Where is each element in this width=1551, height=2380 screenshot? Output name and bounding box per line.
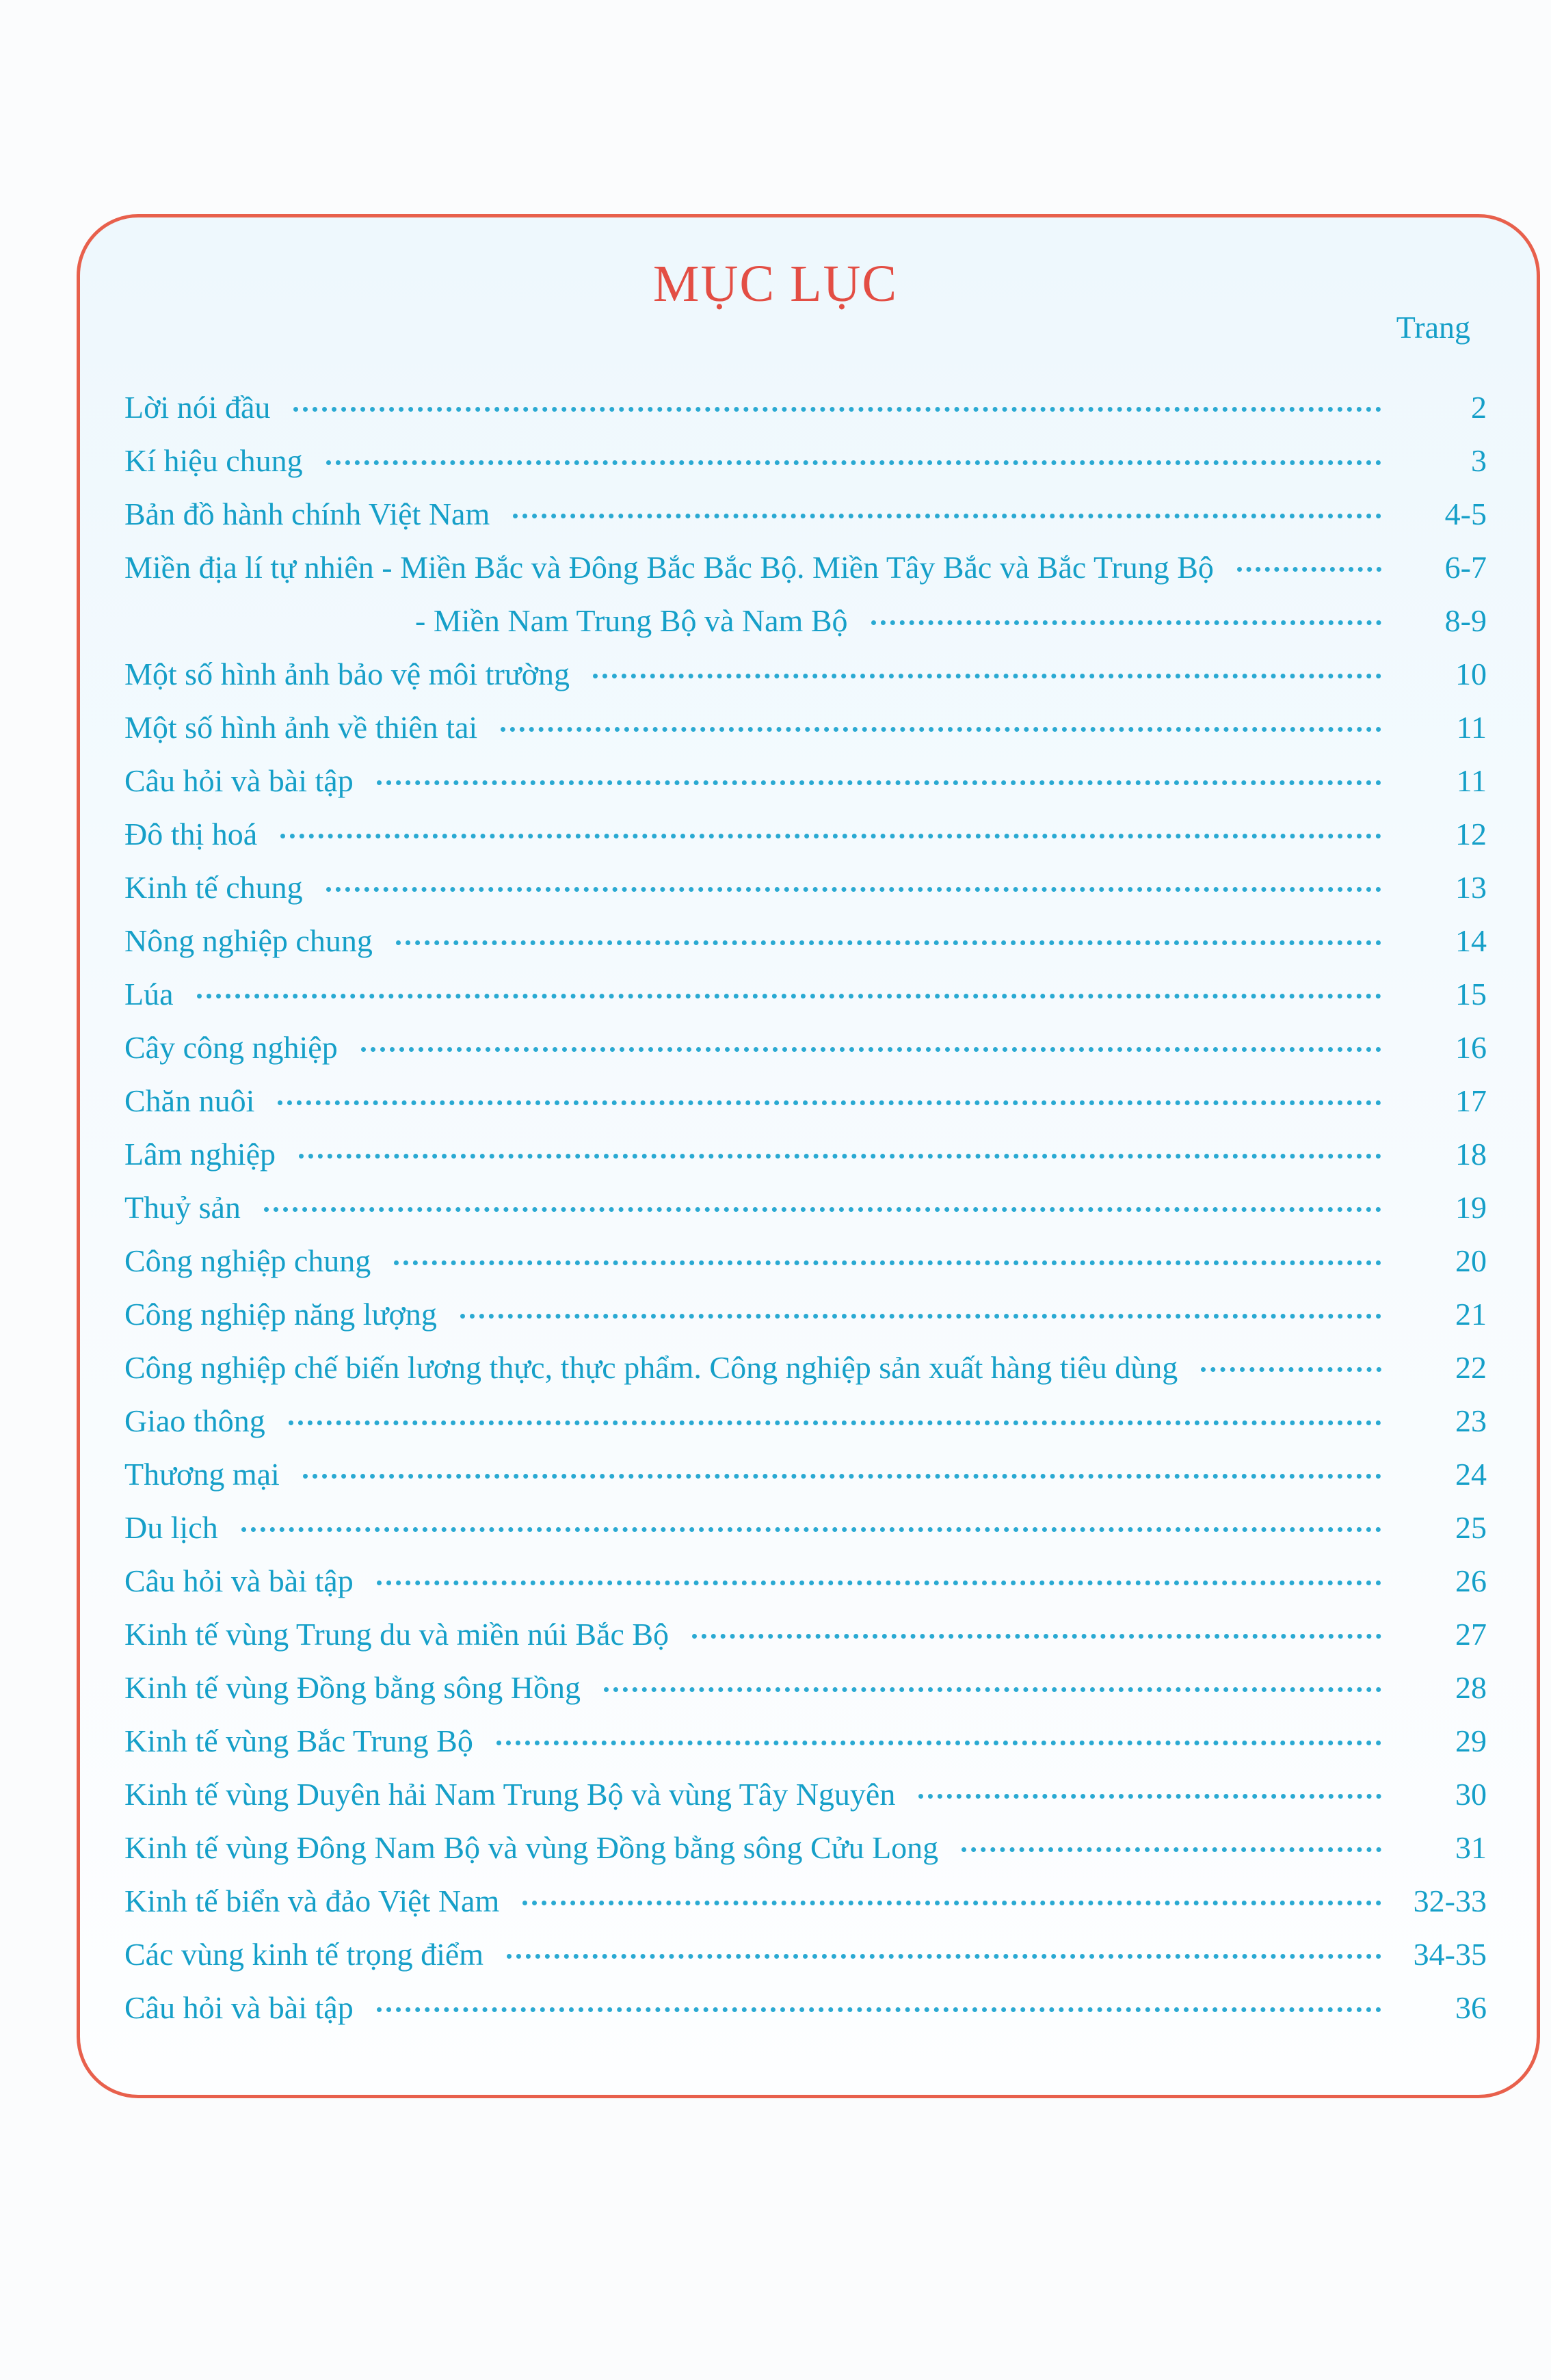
toc-entry-label: Cây công nghiệp [124,1030,338,1065]
toc-entry-page: 36 [1455,1990,1487,2025]
toc-entry-label: Câu hỏi và bài tập [124,1990,354,2025]
toc-dot-leader [918,1794,1381,1799]
toc-entry[interactable] [124,808,1487,861]
toc-dot-leader [604,1687,1381,1692]
toc-entry-page: 4-5 [1444,497,1487,531]
toc-entry[interactable] [124,968,1487,1021]
toc-dot-leader [299,1154,1381,1159]
toc-entry-page: 8-9 [1444,603,1487,638]
toc-entry[interactable] [124,1394,1487,1448]
toc-dot-leader [460,1314,1381,1319]
toc-entry[interactable] [124,1128,1487,1181]
toc-entry[interactable] [124,541,1487,594]
toc-entry-label: Kinh tế biển và đảo Việt Nam [124,1883,500,1918]
toc-entry[interactable] [124,1875,1487,1928]
toc-entry[interactable] [124,754,1487,808]
toc-dot-leader [871,620,1382,625]
toc-subentry[interactable] [124,594,1487,648]
toc-entry-label: Một số hình ảnh bảo vệ môi trường [124,657,570,691]
toc-entry-label: Du lịch [124,1510,218,1545]
toc-entry[interactable] [124,1021,1487,1074]
toc-entry[interactable] [124,1661,1487,1715]
toc-entry-page: 3 [1471,443,1487,478]
toc-entry-page: 17 [1455,1083,1487,1118]
toc-entry-page: 27 [1455,1617,1487,1652]
toc-entry[interactable] [124,1768,1487,1821]
toc-entry-page: 30 [1455,1777,1487,1812]
toc-entry[interactable] [124,381,1487,434]
toc-entry-page: 11 [1456,710,1487,745]
toc-entry-label: Đô thị hoá [124,817,258,851]
toc-dot-leader [377,2007,1381,2012]
toc-entry[interactable] [124,1181,1487,1234]
toc-entry[interactable] [124,861,1487,914]
toc-entry[interactable] [124,1715,1487,1768]
toc-list [124,381,1487,2035]
toc-entry-label: Công nghiệp chế biến lương thực, thực phẩm. Công nghiệp sản xuất hàng tiêu dùng [124,1350,1178,1385]
toc-entry-label: Bản đồ hành chính Việt Nam [124,497,490,531]
toc-dot-leader [293,407,1381,412]
toc-entry-page: 14 [1455,923,1487,958]
toc-entry-label: Kinh tế vùng Đông Nam Bộ và vùng Đồng bằng sông Cửu Long [124,1830,939,1865]
toc-entry-label: - Miền Nam Trung Bộ và Nam Bộ [415,603,848,638]
toc-entry-label: Câu hỏi và bài tập [124,763,354,798]
toc-entry-page: 29 [1455,1723,1487,1758]
toc-entry-page: 11 [1456,763,1487,798]
toc-entry[interactable] [124,1288,1487,1341]
toc-entry[interactable] [124,1981,1487,2035]
toc-entry-label: Kinh tế vùng Duyên hải Nam Trung Bộ và vùng Tây Nguyên [124,1777,896,1812]
toc-dot-leader [396,940,1381,945]
toc-entry[interactable] [124,1608,1487,1661]
toc-entry[interactable] [124,1074,1487,1128]
toc-entry[interactable] [124,1821,1487,1875]
toc-entry-label: Công nghiệp năng lượng [124,1297,437,1332]
toc-entry-page: 6-7 [1444,550,1487,585]
toc-entry-page: 32-33 [1413,1883,1487,1918]
page-title: MỤC LỤC [652,255,899,313]
toc-entry-page: 23 [1455,1403,1487,1438]
toc-entry[interactable] [124,1928,1487,1981]
toc-dot-leader [394,1260,1381,1265]
toc-dot-leader [197,994,1381,999]
toc-entry-label: Chăn nuôi [124,1083,255,1118]
toc-dot-leader [326,887,1381,892]
toc-entry[interactable] [124,1555,1487,1608]
toc-entry-page: 19 [1455,1190,1487,1225]
toc-entry-page: 22 [1455,1350,1487,1385]
toc-dot-leader [507,1954,1381,1959]
toc-dot-leader [361,1047,1381,1052]
toc-dot-leader [280,834,1381,838]
toc-dot-leader [1237,567,1381,572]
toc-entry-page: 18 [1455,1137,1487,1172]
page-column-header: Trang [1396,310,1470,345]
toc-dot-leader [496,1741,1381,1745]
toc-entry-page: 20 [1455,1243,1487,1278]
toc-entry-label: Lúa [124,977,174,1012]
toc-entry-label: Lời nói đầu [124,390,271,425]
toc-entry-label: Một số hình ảnh về thiên tai [124,710,478,745]
toc-dot-leader [522,1901,1381,1905]
toc-entry-page: 21 [1455,1297,1487,1332]
toc-entry-label: Nông nghiệp chung [124,923,373,958]
toc-dot-leader [326,460,1381,465]
toc-entry[interactable] [124,488,1487,541]
toc-entry-label: Giao thông [124,1403,265,1438]
toc-entry-page: 31 [1455,1830,1487,1865]
toc-entry-label: Công nghiệp chung [124,1243,371,1278]
toc-entry-page: 15 [1455,977,1487,1012]
toc-dot-leader [593,674,1381,678]
toc-entry[interactable] [124,701,1487,754]
toc-dot-leader [377,1581,1381,1585]
toc-entry[interactable] [124,648,1487,701]
toc-entry[interactable] [124,1448,1487,1501]
toc-entry-page: 24 [1455,1457,1487,1492]
toc-dot-leader [241,1527,1381,1532]
toc-entry-page: 26 [1455,1563,1487,1598]
toc-entry[interactable] [124,1501,1487,1555]
toc-entry-page: 16 [1455,1030,1487,1065]
toc-dot-leader [289,1420,1381,1425]
toc-entry-label: Các vùng kinh tế trọng điểm [124,1937,484,1972]
toc-dot-leader [377,780,1381,785]
toc-entry-label: Lâm nghiệp [124,1137,276,1172]
toc-entry-label: Câu hỏi và bài tập [124,1563,354,1598]
toc-entry-label: Kinh tế chung [124,870,303,905]
toc-dot-leader [278,1100,1381,1105]
toc-entry-page: 34-35 [1413,1937,1487,1972]
toc-entry-page: 25 [1455,1510,1487,1545]
toc-entry-page: 12 [1455,817,1487,851]
toc-entry[interactable] [124,1234,1487,1288]
toc-dot-leader [264,1207,1381,1212]
toc-entry-page: 10 [1455,657,1487,691]
toc-entry[interactable] [124,914,1487,968]
toc-entry[interactable] [124,1341,1487,1394]
toc-entry-label: Kinh tế vùng Bắc Trung Bộ [124,1723,473,1758]
toc-entry-label: Thương mại [124,1457,280,1492]
toc-dot-leader [513,514,1381,518]
toc-entry-page: 28 [1455,1670,1487,1705]
toc-entry[interactable] [124,434,1487,488]
toc-entry-page: 13 [1455,870,1487,905]
toc-dot-leader [692,1634,1381,1639]
toc-dot-leader [962,1847,1381,1852]
toc-entry-label: Kí hiệu chung [124,443,303,478]
toc-entry-label: Miền địa lí tự nhiên - Miền Bắc và Đông Bắc Bắc Bộ. Miền Tây Bắc và Bắc Trung Bộ [124,550,1214,585]
toc-dot-leader [303,1474,1381,1479]
toc-entry-page: 2 [1471,390,1487,425]
toc-entry-label: Kinh tế vùng Trung du và miền núi Bắc Bộ [124,1617,670,1652]
toc-dot-leader [501,727,1381,732]
toc-dot-leader [1201,1367,1381,1372]
toc-entry-label: Kinh tế vùng Đồng bằng sông Hồng [124,1670,581,1705]
toc-entry-label: Thuỷ sản [124,1190,241,1225]
